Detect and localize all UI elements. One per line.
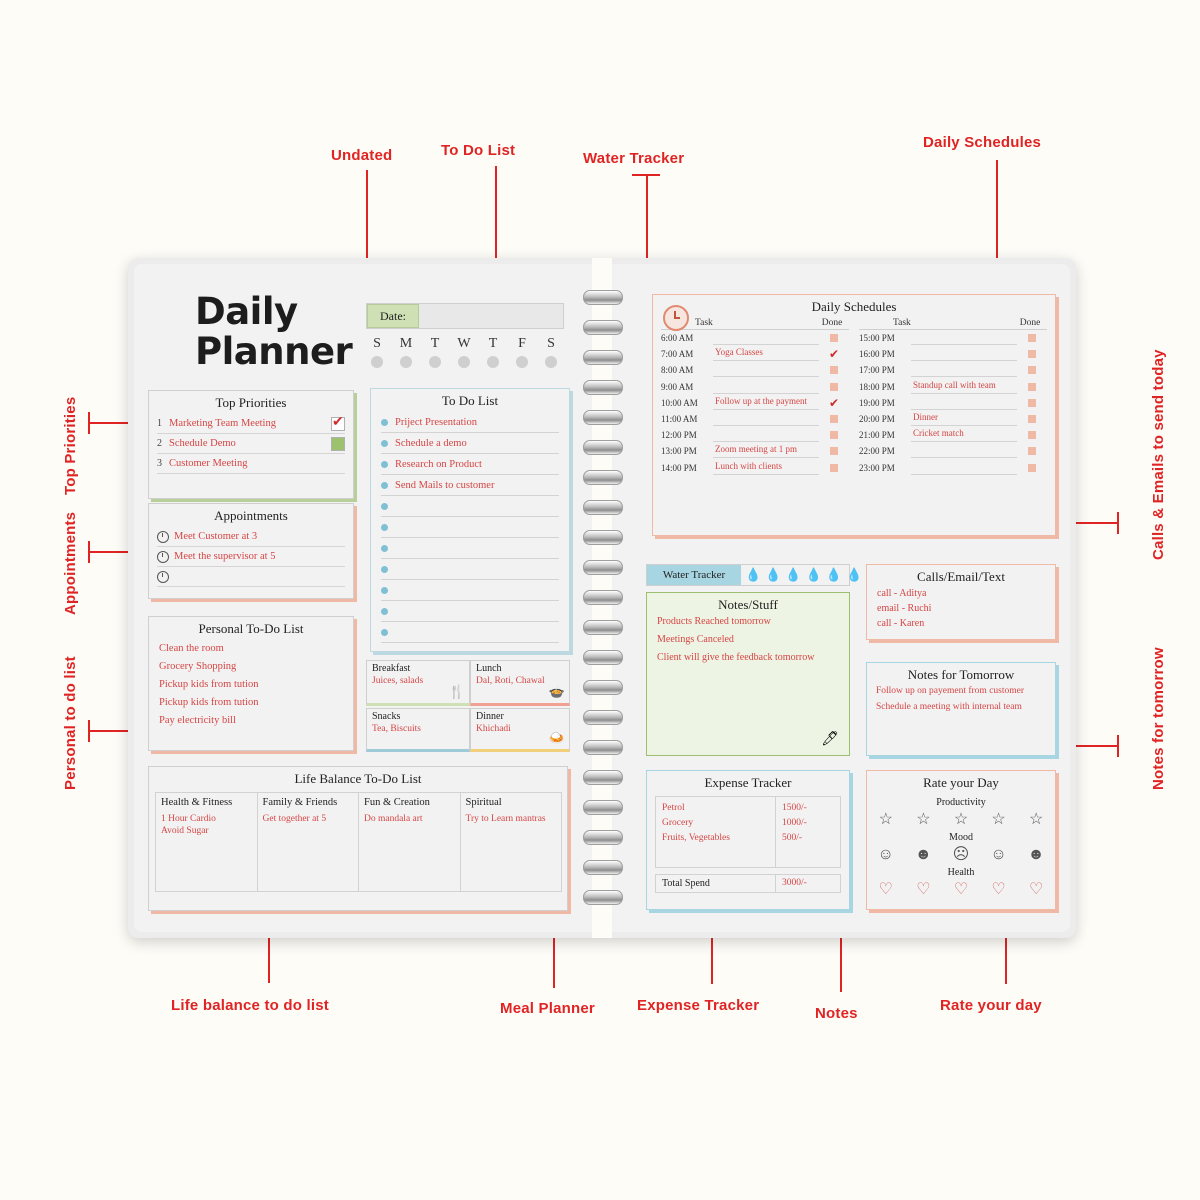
personal-todo-item[interactable]: Clean the room	[159, 643, 224, 654]
notes-tomorrow-title: Notes for Tomorrow	[907, 667, 1015, 682]
leader-appt-v	[88, 541, 90, 563]
spiral-ring	[583, 710, 623, 725]
schedule-row[interactable]	[859, 362, 1047, 378]
spiral-ring	[583, 650, 623, 665]
spiral-ring	[583, 860, 623, 875]
expense-amount: 1000/-	[782, 818, 807, 828]
schedule-row[interactable]	[859, 411, 1047, 427]
expense-amounts-column[interactable]	[776, 796, 841, 868]
bullet-icon	[381, 461, 388, 468]
life-balance-column[interactable]	[257, 792, 360, 892]
schedule-head-task: Task	[695, 318, 713, 328]
schedule-task	[713, 412, 819, 426]
date-label: Date:	[367, 304, 419, 328]
leader-pers-v	[88, 720, 90, 742]
spiral-ring	[583, 350, 623, 365]
schedule-column-evening	[859, 318, 1047, 476]
todo-list-card	[370, 388, 570, 652]
cutlery-icon: 🍴	[448, 684, 465, 699]
priority-row[interactable]	[157, 454, 345, 474]
todo-row[interactable]	[381, 496, 559, 517]
smiley-icon[interactable]: ☹	[952, 846, 970, 863]
priority-text: Marketing Team Meeting	[169, 418, 276, 429]
spiral-ring	[583, 740, 623, 755]
todo-list-title: To Do List	[441, 393, 499, 408]
water-drop-icon[interactable]: 💧	[805, 567, 822, 582]
life-balance-head: Health & Fitness	[161, 797, 233, 808]
schedule-done[interactable]	[819, 459, 849, 477]
checkbox-icon[interactable]	[331, 417, 345, 431]
bullet-icon	[381, 440, 388, 447]
schedule-done[interactable]	[819, 378, 849, 396]
spiral-ring	[583, 890, 623, 905]
schedule-row[interactable]	[859, 346, 1047, 362]
todo-row[interactable]	[381, 475, 559, 496]
schedule-done[interactable]: ✔	[828, 347, 840, 362]
schedule-task	[713, 428, 819, 442]
schedule-row[interactable]	[661, 395, 849, 411]
schedule-row[interactable]	[859, 330, 1047, 346]
schedule-done[interactable]	[819, 329, 849, 347]
weekday-dot[interactable]	[545, 356, 557, 368]
schedule-done[interactable]	[1017, 459, 1047, 477]
life-balance-item: Try to Learn mantras	[465, 814, 546, 824]
schedule-time: 11:00 AM	[661, 414, 698, 425]
water-tracker-label: Water Tracker	[647, 565, 741, 585]
weekday-dot[interactable]	[371, 356, 383, 368]
water-drop-icon[interactable]: 💧	[845, 567, 863, 582]
note-line[interactable]: Products Reached tomorrow	[657, 616, 771, 627]
pen-icon: 🖊	[821, 730, 839, 746]
spiral-ring	[583, 380, 623, 395]
life-balance-column[interactable]	[358, 792, 461, 892]
heart-icon[interactable]: ♡	[916, 881, 931, 898]
weekday: T	[488, 336, 498, 351]
personal-todo-card	[148, 616, 354, 751]
life-balance-item: Avoid Sugar	[161, 826, 209, 836]
meal-label: Snacks	[372, 711, 401, 722]
schedule-row[interactable]	[661, 362, 849, 378]
schedule-task	[911, 331, 1017, 345]
schedule-time: 19:00 PM	[859, 397, 895, 408]
callout-rate: Rate your day	[940, 997, 1042, 1014]
rate-your-day-card	[866, 770, 1056, 910]
bullet-icon	[381, 482, 388, 489]
leader-nt-v	[1117, 735, 1119, 757]
todo-text: Research on Product	[395, 458, 482, 470]
schedule-task: Yoga Classes	[713, 347, 819, 361]
calls-email-text-card	[866, 564, 1056, 640]
schedule-time: 15:00 PM	[859, 333, 895, 344]
todo-text: Send Mails to customer	[395, 479, 495, 491]
calls-line[interactable]: call - Aditya	[877, 588, 927, 599]
priority-text: Schedule Demo	[169, 438, 236, 449]
rate-mood-label: Mood	[949, 832, 973, 843]
bullet-icon	[381, 503, 388, 510]
meal-value: Khichadi	[476, 724, 511, 734]
rate-day-title: Rate your Day	[923, 775, 999, 790]
title-line-1: Daily	[195, 290, 298, 333]
life-balance-card	[148, 766, 568, 911]
todo-row[interactable]	[381, 559, 559, 580]
smiley-icon[interactable]: ☻	[1027, 846, 1045, 863]
schedule-time: 13:00 PM	[661, 446, 697, 457]
smiley-icon[interactable]: ☺	[990, 846, 1007, 863]
top-priorities-title: Top Priorities	[215, 395, 287, 410]
bullet-icon	[381, 419, 388, 426]
weekday-dot[interactable]	[400, 356, 412, 368]
meal-value: Tea, Biscuits	[372, 724, 421, 734]
expense-title: Expense Tracker	[704, 775, 792, 790]
schedule-row[interactable]	[859, 379, 1047, 395]
expense-name: Fruits, Vegetables	[662, 833, 730, 843]
priority-number: 2	[157, 438, 162, 449]
spiral-ring	[583, 500, 623, 515]
schedule-task	[911, 396, 1017, 410]
weekday: M	[399, 336, 413, 351]
daily-schedules-card	[652, 294, 1056, 536]
calls-line[interactable]: email - Ruchi	[877, 603, 932, 614]
leader-water-h	[632, 174, 660, 176]
star-icon[interactable]: ☆	[878, 811, 893, 828]
spiral-ring	[583, 560, 623, 575]
schedule-task: Zoom meeting at 1 pm	[713, 444, 819, 458]
spiral-ring	[583, 590, 623, 605]
star-icon[interactable]: ☆	[1029, 811, 1044, 828]
schedule-time: 7:00 AM	[661, 349, 694, 360]
schedule-time: 9:00 AM	[661, 381, 694, 392]
callout-todo: To Do List	[441, 142, 516, 159]
schedule-task	[911, 363, 1017, 377]
todo-row[interactable]	[381, 538, 559, 559]
spiral-ring	[583, 770, 623, 785]
spiral-ring	[583, 830, 623, 845]
todo-row[interactable]	[381, 622, 559, 643]
calls-title: Calls/Email/Text	[917, 569, 1005, 584]
todo-row[interactable]	[381, 580, 559, 601]
todo-row[interactable]	[381, 601, 559, 622]
schedule-time: 10:00 AM	[661, 397, 698, 408]
priority-text: Customer Meeting	[169, 458, 248, 469]
rate-productivity-label: Productivity	[936, 797, 986, 808]
personal-todo-title: Personal To-Do List	[198, 621, 304, 636]
bullet-icon	[381, 608, 388, 615]
todo-row[interactable]	[381, 433, 559, 454]
clock-icon	[663, 305, 689, 331]
schedule-row[interactable]	[661, 346, 849, 362]
schedule-time: 6:00 AM	[661, 333, 694, 344]
weekday-row	[366, 336, 562, 352]
water-drop-icon[interactable]: 💧	[745, 567, 762, 582]
meal-value: Dal, Roti, Chawal	[476, 676, 545, 686]
water-drop-icon[interactable]: 💧	[825, 567, 842, 582]
bullet-icon	[381, 524, 388, 531]
smiley-icon[interactable]: ☻	[914, 846, 932, 863]
callout-calls-emails: Calls & Emails to send today	[1150, 349, 1167, 560]
meal-value: Juices, salads	[372, 676, 424, 686]
schedule-task	[713, 331, 819, 345]
bowl-icon: 🍲	[548, 684, 565, 699]
expense-amount: 500/-	[782, 833, 803, 843]
leader-calls-v	[1117, 512, 1119, 534]
schedule-time: 17:00 PM	[859, 365, 895, 376]
meal-label: Dinner	[476, 711, 504, 722]
weekday: W	[457, 336, 471, 351]
weekday-dot[interactable]	[516, 356, 528, 368]
rate-productivity-stars[interactable]	[867, 811, 1055, 829]
note-line[interactable]: Client will give the feedback tomorrow	[657, 652, 815, 663]
notes-for-tomorrow-card	[866, 662, 1056, 756]
notes-tomorrow-line[interactable]: Follow up on payement from customer	[876, 686, 1025, 696]
schedule-time: 23:00 PM	[859, 462, 895, 473]
callout-meal: Meal Planner	[500, 1000, 595, 1017]
personal-todo-item[interactable]: Pickup kids from tution	[159, 679, 259, 690]
schedule-task	[713, 380, 819, 394]
life-balance-item: Get together at 5	[262, 814, 327, 824]
spiral-ring	[583, 410, 623, 425]
schedule-head-done: Done	[821, 318, 843, 328]
heart-icon[interactable]: ♡	[991, 881, 1006, 898]
schedule-time: 22:00 PM	[859, 446, 895, 457]
life-balance-column[interactable]	[155, 792, 258, 892]
schedule-row[interactable]	[661, 427, 849, 443]
rate-health-label: Health	[947, 867, 975, 878]
appointment-text: Meet Customer at 3	[174, 531, 258, 542]
life-balance-column[interactable]	[460, 792, 563, 892]
bullet-icon	[381, 545, 388, 552]
rate-mood-faces[interactable]	[867, 846, 1055, 864]
spiral-ring	[583, 620, 623, 635]
heart-icon[interactable]: ♡	[878, 881, 893, 898]
life-balance-title: Life Balance To-Do List	[294, 771, 422, 786]
spiral-ring	[583, 290, 623, 305]
schedule-task: Lunch with clients	[713, 461, 819, 475]
clock-icon	[157, 571, 169, 583]
schedule-task: Cricket match	[911, 428, 1017, 442]
meal-snacks[interactable]	[366, 708, 470, 752]
bullet-icon	[381, 587, 388, 594]
expense-total-value: 3000/-	[776, 874, 841, 893]
schedule-task	[911, 461, 1017, 475]
priority-number: 3	[157, 458, 162, 469]
schedule-row[interactable]	[661, 443, 849, 459]
weekday: F	[518, 336, 526, 351]
callout-water: Water Tracker	[583, 150, 685, 167]
spiral-ring	[583, 530, 623, 545]
schedule-row[interactable]	[859, 395, 1047, 411]
todo-text: Schedule a demo	[395, 437, 467, 449]
schedule-row[interactable]	[859, 460, 1047, 476]
spiral-ring	[583, 470, 623, 485]
schedule-time: 14:00 PM	[661, 462, 697, 473]
bullet-icon	[381, 566, 388, 573]
schedule-task	[713, 363, 819, 377]
appointment-row[interactable]	[157, 547, 345, 567]
meal-breakfast[interactable]	[366, 660, 470, 706]
spiral-ring	[583, 680, 623, 695]
expense-names-column[interactable]	[655, 796, 776, 868]
appointment-row[interactable]	[157, 527, 345, 547]
meal-dinner[interactable]	[470, 708, 570, 752]
schedule-row[interactable]	[661, 460, 849, 476]
callout-personal: Personal to do list	[62, 656, 79, 790]
top-priorities-card	[148, 390, 354, 499]
life-balance-head: Fun & Creation	[364, 797, 430, 808]
page-title	[195, 292, 352, 372]
callout-undated: Undated	[331, 147, 393, 164]
weekday: S	[373, 336, 381, 351]
schedule-task	[911, 347, 1017, 361]
expense-tracker-card	[646, 770, 850, 910]
meal-label: Breakfast	[372, 663, 411, 674]
heart-icon[interactable]: ♡	[953, 881, 969, 898]
schedule-row[interactable]	[661, 330, 849, 346]
weekday-dot[interactable]	[487, 356, 499, 368]
priority-number: 1	[157, 418, 162, 429]
water-drop-icon[interactable]: 💧	[765, 567, 782, 582]
schedule-column-morning	[661, 318, 849, 476]
calls-line[interactable]: call - Karen	[877, 618, 925, 629]
schedule-time: 16:00 PM	[859, 349, 895, 360]
checkbox-icon[interactable]	[331, 437, 345, 451]
life-balance-item: Do mandala art	[364, 814, 423, 824]
bullet-icon	[381, 629, 388, 636]
callout-life-balance: Life balance to do list	[171, 997, 329, 1014]
schedule-time: 8:00 AM	[661, 365, 694, 376]
rate-health-hearts[interactable]	[867, 881, 1055, 899]
note-line[interactable]: Meetings Canceled	[657, 634, 734, 645]
appointment-row[interactable]	[157, 567, 345, 587]
callout-schedules: Daily Schedules	[923, 134, 1042, 151]
schedule-row[interactable]	[859, 443, 1047, 459]
checkbox-icon[interactable]	[331, 457, 345, 471]
todo-row[interactable]	[381, 517, 559, 538]
star-icon[interactable]: ☆	[991, 811, 1006, 828]
title-line-2: Planner	[195, 330, 353, 373]
schedule-time: 20:00 PM	[859, 414, 895, 425]
callout-appointments: Appointments	[62, 511, 79, 615]
schedule-row[interactable]	[661, 411, 849, 427]
meal-lunch[interactable]	[470, 660, 570, 706]
date-field[interactable]	[366, 303, 564, 329]
expense-name: Petrol	[662, 803, 685, 813]
schedule-time: 18:00 PM	[859, 381, 895, 392]
appointments-title: Appointments	[214, 508, 288, 523]
callout-top-priorities: Top Priorities	[62, 396, 79, 495]
personal-todo-item[interactable]: Grocery Shopping	[159, 661, 237, 672]
expense-total-row	[655, 874, 841, 893]
callout-expense: Expense Tracker	[637, 997, 760, 1014]
schedule-task	[911, 444, 1017, 458]
expense-amount: 1500/-	[782, 803, 807, 813]
meal-label: Lunch	[476, 663, 502, 674]
spiral-ring	[583, 320, 623, 335]
spiral-ring	[583, 440, 623, 455]
priority-row[interactable]	[157, 434, 345, 454]
weekday: T	[430, 336, 440, 351]
priority-row[interactable]	[157, 414, 345, 434]
leader-tp-v	[88, 412, 90, 434]
schedule-task: Follow up at the payment	[713, 396, 819, 410]
heart-icon[interactable]: ♡	[1029, 881, 1044, 898]
expense-name: Grocery	[662, 818, 694, 828]
personal-todo-item[interactable]: Pay electricity bill	[159, 715, 236, 726]
clock-icon	[157, 551, 169, 563]
schedule-row[interactable]	[859, 427, 1047, 443]
notes-stuff-title: Notes/Stuff	[718, 597, 778, 612]
star-icon[interactable]: ☆	[953, 811, 969, 828]
appointment-text: Meet the supervisor at 5	[174, 551, 276, 562]
expense-table	[655, 796, 841, 868]
schedule-task: Standup call with team	[911, 380, 1017, 394]
schedule-row[interactable]	[661, 379, 849, 395]
water-drop-icon[interactable]: 💧	[785, 567, 802, 582]
life-balance-head: Family & Friends	[262, 797, 338, 808]
life-balance-grid	[155, 792, 561, 892]
schedule-task: Dinner	[911, 412, 1017, 426]
todo-text: Priject Presentation	[395, 416, 477, 428]
notes-tomorrow-line[interactable]: Schedule a meeting with internal team	[876, 702, 1022, 712]
water-tracker-card	[646, 564, 863, 586]
life-balance-item: 1 Hour Cardio	[161, 814, 216, 824]
life-balance-head: Spiritual	[465, 797, 502, 808]
spiral-ring	[583, 800, 623, 815]
todo-row[interactable]	[381, 412, 559, 433]
notes-stuff-card	[646, 592, 850, 756]
expense-total-label: Total Spend	[655, 874, 776, 893]
callout-notes: Notes	[815, 1005, 858, 1022]
schedule-head-task: Task	[893, 318, 911, 328]
schedule-time: 21:00 PM	[859, 430, 895, 441]
weekday: S	[547, 336, 555, 351]
appointments-card	[148, 503, 354, 599]
callout-notes-tomorrow: Notes for tomorrow	[1150, 647, 1167, 790]
daily-schedules-title: Daily Schedules	[811, 299, 897, 314]
schedule-done[interactable]: ✔	[828, 395, 840, 410]
schedule-columns	[653, 318, 1055, 476]
personal-todo-item[interactable]: Pickup kids from tution	[159, 697, 259, 708]
weekday-selector[interactable]	[366, 356, 562, 368]
plate-icon: 🍛	[548, 730, 565, 745]
clock-icon	[157, 531, 169, 543]
smiley-icon[interactable]: ☺	[877, 846, 894, 863]
schedule-time: 12:00 PM	[661, 430, 697, 441]
star-icon[interactable]: ☆	[916, 811, 931, 828]
weekday-dot[interactable]	[458, 356, 470, 368]
schedule-head-done: Done	[1019, 318, 1041, 328]
todo-row[interactable]	[381, 454, 559, 475]
weekday-dot[interactable]	[429, 356, 441, 368]
